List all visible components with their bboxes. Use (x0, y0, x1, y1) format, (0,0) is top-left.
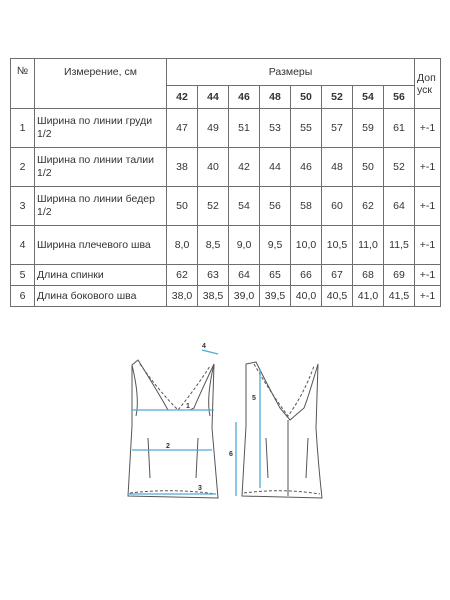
table-row (11, 187, 441, 226)
size-value-cell: 62 (167, 265, 198, 286)
back-dart-left (266, 438, 268, 478)
tolerance-cell: +-1 (415, 187, 441, 226)
sketch-label-2: 2 (166, 443, 170, 450)
size-value-cell: 68 (353, 265, 384, 286)
size-value-cell: 61 (384, 109, 415, 148)
measure-header: Измерение, см (35, 59, 167, 109)
size-value-cell: 54 (229, 187, 260, 226)
size-value-cell: 64 (384, 187, 415, 226)
garment-sketch (118, 328, 332, 508)
size-value-cell: 46 (291, 148, 322, 187)
size-value-cell: 50 (167, 187, 198, 226)
size-value-cell: 10,5 (322, 226, 353, 265)
back-hem (244, 491, 320, 494)
measurement-name: Длина спинки (35, 265, 167, 286)
size-header-cell: 50 (291, 86, 322, 109)
table-row (11, 226, 441, 265)
measurement-name: Длина бокового шва (35, 286, 167, 307)
size-value-cell: 8,0 (167, 226, 198, 265)
front-neckline (140, 364, 210, 410)
table-row (11, 265, 441, 286)
size-value-cell: 9,0 (229, 226, 260, 265)
row-number: 3 (11, 187, 35, 226)
size-header-cell: 46 (229, 86, 260, 109)
measurement-name: Ширина плечевого шва (35, 226, 167, 265)
size-value-cell: 52 (384, 148, 415, 187)
size-value-cell: 9,5 (260, 226, 291, 265)
size-value-cell: 51 (229, 109, 260, 148)
size-value-cell: 11,0 (353, 226, 384, 265)
sketch-label-4: 4 (202, 343, 206, 350)
front-outline (128, 360, 218, 498)
size-value-cell: 62 (353, 187, 384, 226)
size-value-cell: 11,5 (384, 226, 415, 265)
measurement-name: Ширина по линии талии 1/2 (35, 148, 167, 187)
size-value-cell: 39,5 (260, 286, 291, 307)
tolerance-cell: +-1 (415, 226, 441, 265)
size-header-cell: 52 (322, 86, 353, 109)
front-dart-right (196, 438, 198, 478)
tolerance-cell: +-1 (415, 265, 441, 286)
size-header-cell: 54 (353, 86, 384, 109)
sizes-header: Размеры (167, 59, 415, 86)
table-row (11, 109, 441, 148)
size-value-cell: 38 (167, 148, 198, 187)
size-value-cell: 57 (322, 109, 353, 148)
size-value-cell: 48 (322, 148, 353, 187)
size-value-cell: 40,0 (291, 286, 322, 307)
sketch-label-5: 5 (252, 395, 256, 402)
row-number: 4 (11, 226, 35, 265)
size-value-cell: 40,5 (322, 286, 353, 307)
measurement-name: Ширина по линии груди 1/2 (35, 109, 167, 148)
measure-line-shoulder (202, 350, 218, 354)
size-value-cell: 10,0 (291, 226, 322, 265)
sketch-label-3: 3 (198, 485, 202, 492)
size-value-cell: 40 (198, 148, 229, 187)
back-outline (242, 362, 322, 498)
measurement-name: Ширина по линии бедер 1/2 (35, 187, 167, 226)
tolerance-cell: +-1 (415, 148, 441, 187)
row-number: 1 (11, 109, 35, 148)
size-value-cell: 69 (384, 265, 415, 286)
front-left-armhole (132, 365, 137, 416)
size-value-cell: 53 (260, 109, 291, 148)
size-value-cell: 38,5 (198, 286, 229, 307)
size-value-cell: 59 (353, 109, 384, 148)
size-value-cell: 55 (291, 109, 322, 148)
size-value-cell: 50 (353, 148, 384, 187)
size-value-cell: 39,0 (229, 286, 260, 307)
size-value-cell: 41,0 (353, 286, 384, 307)
size-value-cell: 67 (322, 265, 353, 286)
size-value-cell: 64 (229, 265, 260, 286)
table-header-row (11, 59, 441, 86)
size-header-cell: 56 (384, 86, 415, 109)
number-header: № (11, 59, 35, 109)
row-number: 2 (11, 148, 35, 187)
back-dart-right (306, 438, 308, 478)
size-value-cell: 66 (291, 265, 322, 286)
tolerance-cell: +-1 (415, 109, 441, 148)
size-header-cell: 48 (260, 86, 291, 109)
sketch-label-1: 1 (186, 403, 190, 410)
size-header-cell: 44 (198, 86, 229, 109)
row-number: 6 (11, 286, 35, 307)
size-value-cell: 58 (291, 187, 322, 226)
sketch-label-6: 6 (229, 451, 233, 458)
table-row (11, 148, 441, 187)
size-value-cell: 47 (167, 109, 198, 148)
size-value-cell: 41,5 (384, 286, 415, 307)
size-value-cell: 65 (260, 265, 291, 286)
front-dart-left (148, 438, 150, 478)
size-header-cell: 42 (167, 86, 198, 109)
size-value-cell: 49 (198, 109, 229, 148)
size-value-cell: 63 (198, 265, 229, 286)
size-value-cell: 42 (229, 148, 260, 187)
tolerance-header: Доп уск (415, 59, 441, 109)
size-value-cell: 44 (260, 148, 291, 187)
size-value-cell: 8,5 (198, 226, 229, 265)
row-number: 5 (11, 265, 35, 286)
size-value-cell: 60 (322, 187, 353, 226)
size-chart-table (10, 58, 441, 307)
table-row (11, 286, 441, 307)
tolerance-cell: +-1 (415, 286, 441, 307)
size-value-cell: 56 (260, 187, 291, 226)
size-value-cell: 38,0 (167, 286, 198, 307)
back-neckline (254, 364, 314, 416)
size-value-cell: 52 (198, 187, 229, 226)
